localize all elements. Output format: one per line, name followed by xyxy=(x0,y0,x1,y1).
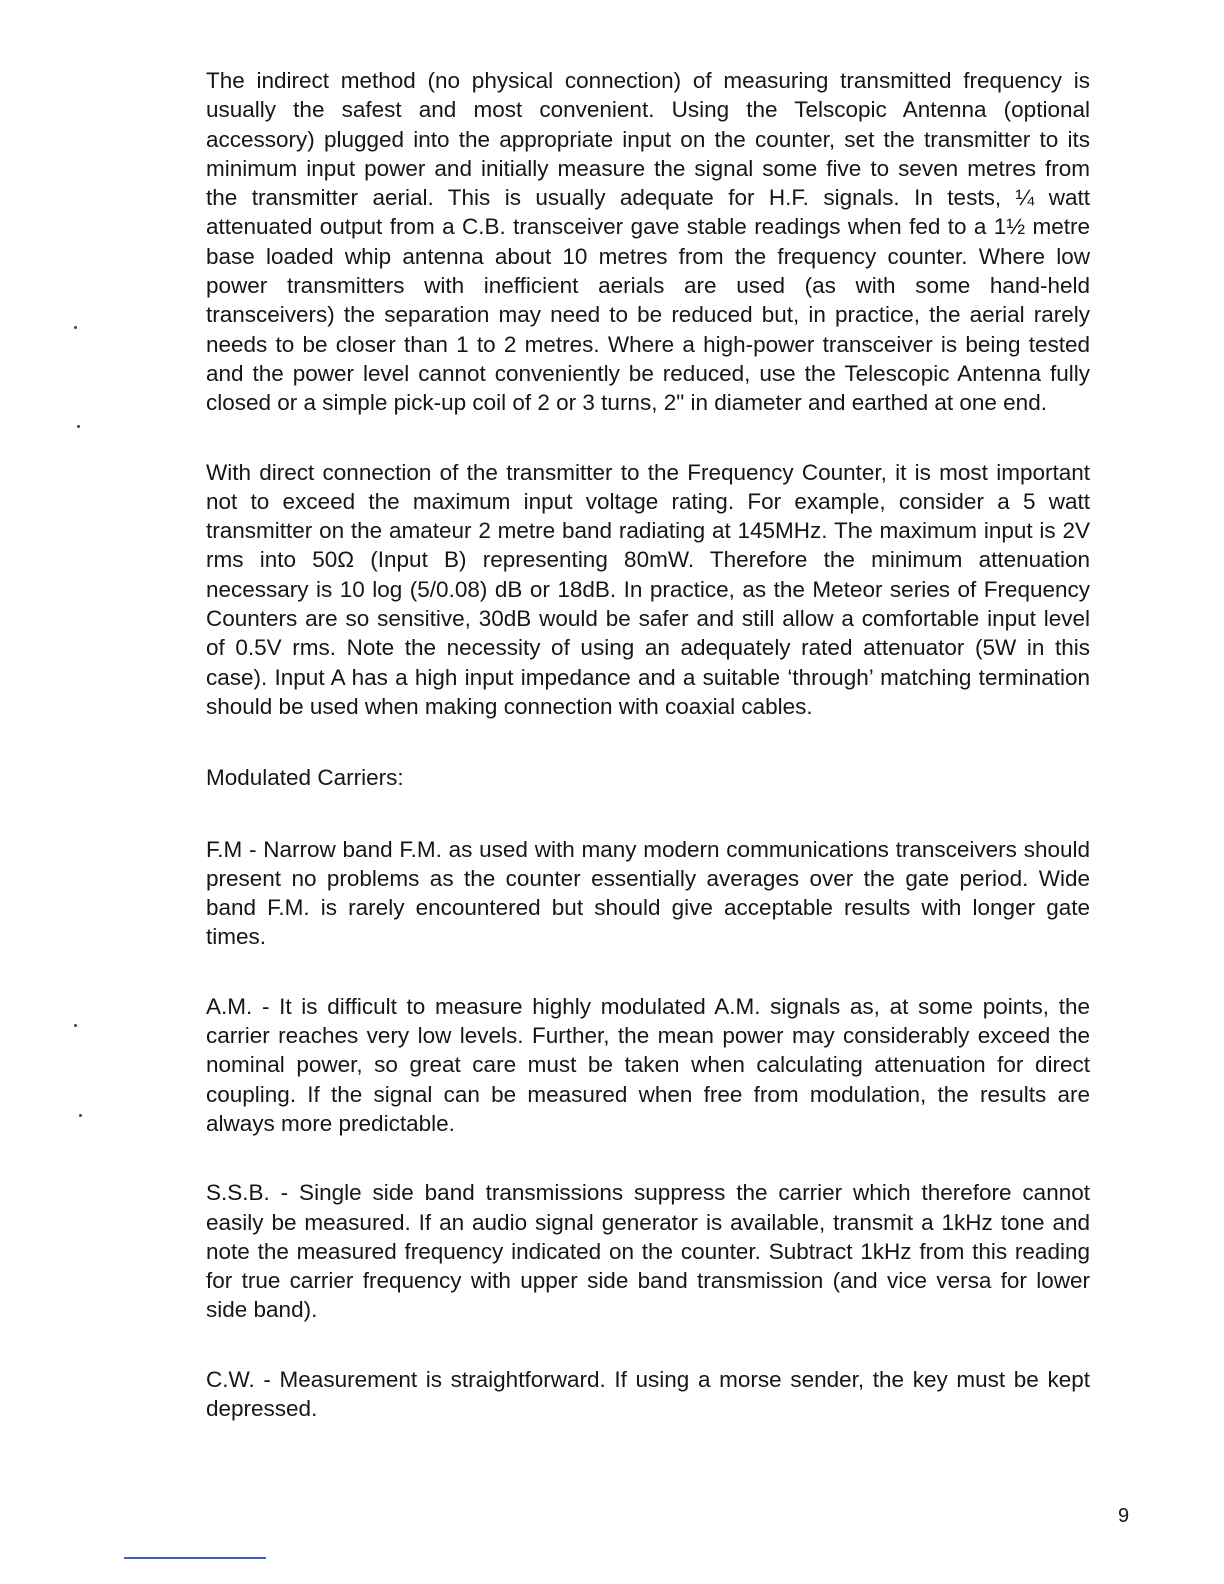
paragraph-fm: F.M - Narrow band F.M. as used with many modern communications transceivers should present no problems as the counter essentially averages over the gate period. Wide band F.M. is rarely encountered but should give acceptable results with longer gate times. xyxy=(206,836,1090,950)
scan-speck xyxy=(74,326,77,329)
paragraph-am: A.M. - It is difficult to measure highly modulated A.M. signals as, at some points, the carrier reaches very low levels. Further, the mean power may considerably exceed the nominal power, so great care must be taken when calculating attenuation for direct coupling. If the signal can be measured when free from modulation, the results are always more predictable. xyxy=(206,993,1090,1136)
body-text xyxy=(206,66,1090,1423)
scan-speck xyxy=(74,1024,77,1027)
paragraph-cw: C.W. - Measurement is straightforward. If using a morse sender, the key must be kept depressed. xyxy=(206,1366,1090,1421)
scan-speck xyxy=(79,1114,82,1117)
page-number: 9 xyxy=(1118,1505,1130,1527)
scan-speck xyxy=(77,425,80,428)
heading-modulated-carriers: Modulated Carriers: xyxy=(206,765,404,791)
paragraph-ssb: S.S.B. - Single side band transmissions suppress the carrier which therefore cannot easily be measured. If an audio signal generator is available, transmit a 1kHz tone and note the measured frequency indicated on the counter. Subtract 1kHz from this reading for true carrier frequency with upper side band transmission (and vice versa for lower side band). xyxy=(206,1180,1090,1323)
paragraph-direct-connection: With direct connection of the transmitter to the Frequency Counter, it is most important not to exceed the maximum input voltage rating. For example, consider a 5 watt transmitter on the amateur 2 metre band radiating at 145MHz. The maximum input is 2V rms into 50Ω (Input B) representing 80mW. Therefore the minimum attenuation necessary is 10 log (5/0.08) dB or 18dB. In practice, as the Meteor series of Frequency Counters are so sensitive, 30dB would be safer and still allow a comfortable input level of 0.5V rms. Note the necessity of using an adequately rated attenuator (5W in this case). Input A has a high input impedance and a suitable ‘through’ matching termination should be used when making connection with coaxial cables. xyxy=(206,459,1090,719)
paragraph-indirect-method: The indirect method (no physical connection) of measuring transmitted frequency is usually the safest and most convenient. Using the Telscopic Antenna (optional accessory) plugged into the appropriate input on the counter, set the transmitter to its minimum input power and initially measure the signal some five to seven metres from the transmitter aerial. This is usually adequate for H.F. signals. In tests, ¼ watt attenuated output from a C.B. transceiver gave stable readings when fed to a 1½ metre base loaded whip antenna about 10 metres from the frequency counter. Where low power transmitters with inefficient aerials are used (as with some hand-held transceivers) the separation may need to be reduced but, in practice, the aerial rarely needs to be closer than 1 to 2 metres. Where a high-power transceiver is being tested and the power level cannot conveniently be reduced, use the Telescopic Antenna fully closed or a simple pick-up coil of 2 or 3 turns, 2" in diameter and earthed at one end. xyxy=(206,68,1090,416)
bottom-rule xyxy=(124,1557,266,1559)
